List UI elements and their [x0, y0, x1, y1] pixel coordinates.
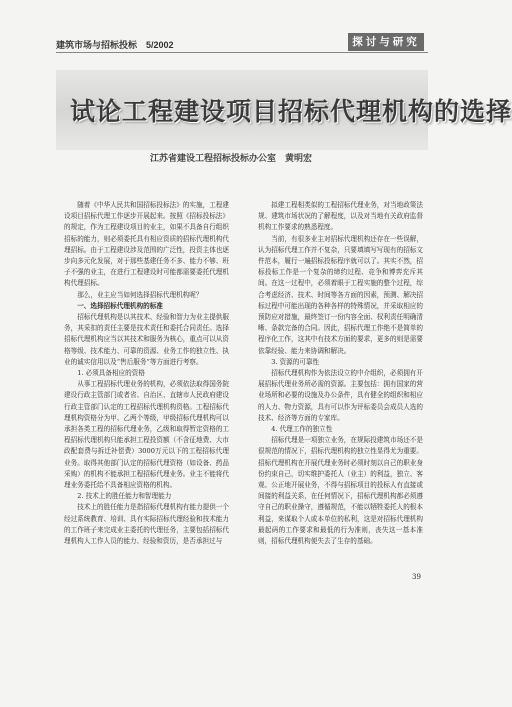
- paragraph: 当前，有很多业主对招标代理机构还存在一些误解，认为招标代理工作并不复杂，只要填填写写现有的招标文件范本，履行一遍招标投标程序就可以了。其实不然，招标投标工作是一个复杂的缔约过程、竞争和博弈充斥其间。在这一过程中，必须着眼于工程实施的整个过程，综合考虑经济、技术、时间等各方面的因素，预测、解决招标过程中可能出现的各种各样的特殊情况，并采取相应的预防应对措施，最终签订一份内容全面、权利责任明确清晰、条款完备的合同。因此，招标代理工作绝不是简单的程序化工作，这其中有技术方面的要求，更多的则是需要依靠经验、能力来协调和解决。: [258, 234, 423, 355]
- left-column: [64, 200, 229, 547]
- paragraph: 3. 资源的可靠性: [271, 357, 320, 366]
- paragraph: 随着《中华人民共和国招标投标法》的实施，工程建设项目招标代理工作逐步开展起来。按照《招标投标法》的规定，作为工程建设项目的业主，如果不具备自行组织招标的能力，则必须委托具有相应资质的招标代理机构代理招标。由于工程建设涉及范围的广泛性，投资主体也逐步向多元化发展，对于那些基建任务不多、能力不够、班子不强的业主，在进行工程建设时可能都需要委托代理机构代理招标。: [64, 201, 229, 288]
- section-label: 探讨与研究: [348, 33, 424, 51]
- paragraph: 1. 必须具备相应的资格: [77, 369, 145, 378]
- page-number: 39: [412, 573, 421, 581]
- article-author: 江苏省建设工程招标投标办公室 黄明宏: [150, 154, 313, 164]
- paragraph: 从事工程招标代理业务的机构，必须依法取得国务院建设行政主管部门或者省、自治区、直辖市人民政府建设行政主管部门认定的工程招标代理机构资格。工程招标代理机构资格分为甲、乙两个等级，甲级招标代理机构可以承担各类工程的招标代理业务，乙级和取得暂定资格的工程招标代理机构只能承担工程投资额（不含征地费、大市政配套费与拆迁补偿费）3000万元以下的工程招标代理业务。取得其他部门认定的招标代理资格（如设备、药品采购）的机构不能承担工程招标代理业务。业主不能将代理业务委托给不具备相应资格的机构。: [64, 380, 229, 490]
- paragraph: 招标代理机构作为依法设立的中介组织，必须拥有开展招标代理业务所必需的资源。主要包括：拥有国家的营业场所和必要的设施及办公条件，具有健全的组织和相应的人力、物力资源，具有可以作为评标委员会成员人选的技术、经济等方面的专家库。: [258, 369, 423, 422]
- paragraph: 那么，业主应当如何选择招标代理机构呢？: [77, 290, 203, 299]
- paragraph: 拟建工程相类似的工程招标代理业务，对当地政策法规、建筑市场状况的了解程度，以及对当地有关政府监督机构工作要求的熟悉程度。: [258, 201, 423, 232]
- paragraph: 4. 代理工作的独立性: [271, 425, 333, 434]
- paragraph: 招标代理机构是以其技术、经验和智力为业主提供服务，其采扣的责任主要是技术责任和委托合同责任。选择招标代理机构应当以其技术和服务为核心，重点可以从资格等级、技术能力、可靠的资源、业务工作的独立性、执业的诚实信用以及“售后服务”等方面进行考察。: [64, 313, 229, 366]
- section-heading: 一、选择招标代理机构的标准: [77, 301, 163, 310]
- paragraph: 2. 技术上的胜任能力和智理能力: [77, 492, 172, 501]
- header-rule: [56, 52, 428, 53]
- paragraph: 技术上的胜任能力是指招标代理机构有能力提供一个经过系统教育、培训、具有实际招标代理经验和技术能力的工作班子来完成业主委托的代理任务，主要包括招标代理机构人工作人员的能力、经验和资历，是否承担过与: [64, 503, 229, 546]
- paragraph: 招标代理是一项独立业务，在规际投建筑市场还不是很规范的情况下，招标代理机构的独立性显得尤为重要。招标代理机构在开展代理业务时必须时刻以自己的职业身份约束自己，切实维护委托人（业主）的利益，独立、客观、公正地开展业务，不得与招标项目的投标人有直接或间接的利益关系，在任何情况下，招标代理机构都必须遵守自己的职业操守，遵循规范，不能以牺牲委托人的根本利益，来谋取个人或本单位的私利，这是对招标代理机构最起码的工作要求和最低的行为准则，丧失这一基本准则，招标代理机构便失去了生存的基础。: [258, 436, 423, 546]
- running-header-journal: 建筑市场与招标投标 5/2002: [56, 40, 174, 50]
- right-column: [258, 200, 423, 547]
- article-title: 试论工程建设项目招标代理机构的选择: [70, 97, 512, 126]
